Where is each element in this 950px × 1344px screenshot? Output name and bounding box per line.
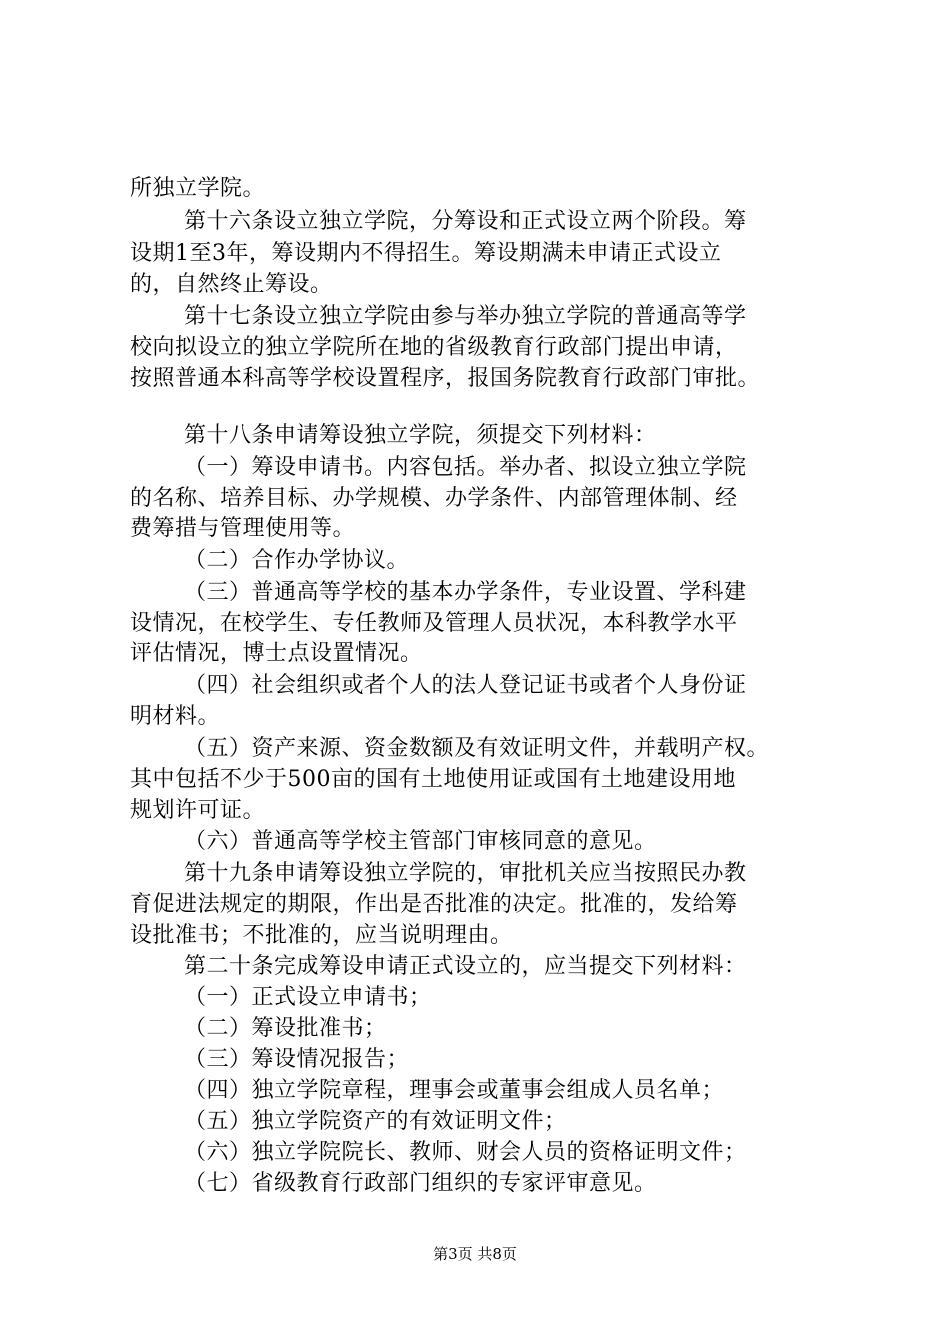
text-line: 规划许可证。 [130,798,266,823]
text-line: 校向拟设立的独立学院所在地的省级教育行政部门提出申请， [130,335,738,360]
text-line: （四）社会组织或者个人的法人登记证书或者个人身份证 [184,673,747,698]
text-line: 明材料。 [130,704,221,729]
text-line: （五）资产来源、资金数额及有效证明文件，并载明产权。 [184,736,770,761]
text-line: 第二十条完成筹设申请正式设立的，应当提交下列材料： [184,954,747,979]
text-line: 评估情况，博士点设置情况。 [130,641,423,666]
page-footer: 第3页 共8页 [433,1245,517,1263]
text-line: （三）筹设情况报告； [184,1047,410,1072]
text-line: （一）筹设申请书。内容包括。举办者、拟设立独立学院 [184,455,747,480]
text-line: （一）正式设立申请书； [184,985,432,1010]
text-line: 的名称、培养目标、办学规模、办学条件、内部管理体制、经 [130,486,738,511]
text-line: （五）独立学院资产的有效证明文件； [184,1109,567,1134]
text-line: （四）独立学院章程，理事会或董事会组成人员名单； [184,1078,725,1103]
text-line: 所独立学院。 [130,176,266,201]
text-line: 其中包括不少于500亩的国有土地使用证或国有土地建设用地 [130,767,736,792]
text-line: 育促进法规定的期限，作出是否批准的决定。批准的，发给筹 [130,892,738,917]
text-line: （三）普通高等学校的基本办学条件，专业设置、学科建 [184,580,747,605]
text-line: 设批准书；不批准的，应当说明理由。 [130,923,513,948]
text-line: 按照普通本科高等学校设置程序，报国务院教育行政部门审批。 [130,366,761,391]
text-line: 第十九条申请筹设独立学院的，审批机关应当按照民办教 [184,861,747,886]
text-line: （六）独立学院院长、教师、财会人员的资格证明文件； [184,1140,747,1165]
text-line: 费筹措与管理使用等。 [130,516,356,541]
text-line: 设情况，在校学生、专任教师及管理人员状况，本科教学水平 [130,611,738,636]
text-line: （六）普通高等学校主管部门审核同意的意见。 [184,829,657,854]
text-line: 第十八条申请筹设独立学院，须提交下列材料： [184,423,657,448]
text-line: （二）合作办学协议。 [184,548,410,573]
text-line: （七）省级教育行政部门组织的专家评审意见。 [184,1171,657,1196]
text-line: 的，自然终止筹设。 [130,272,333,297]
text-line: 设期1至3年，筹设期内不得招生。筹设期满未申请正式设立 [130,241,722,266]
text-line: 第十六条设立独立学院，分筹设和正式设立两个阶段。筹 [184,209,747,234]
text-line: （二）筹设批准书； [184,1016,387,1041]
text-line: 第十七条设立独立学院由参与举办独立学院的普通高等学 [184,304,747,329]
